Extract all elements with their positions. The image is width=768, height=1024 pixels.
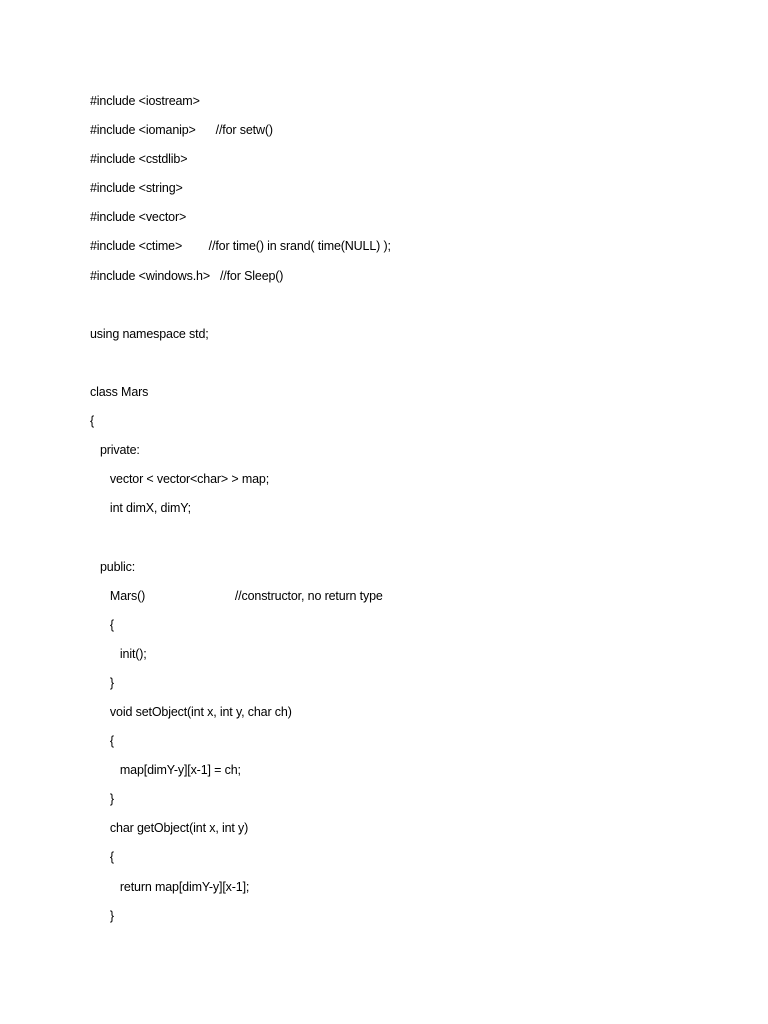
code-line: #include <ctime> //for time() in srand( time(NULL) );	[90, 239, 391, 254]
code-line: {	[90, 850, 114, 865]
code-line: private:	[90, 443, 140, 458]
code-line: #include <iostream>	[90, 94, 200, 108]
code-line: vector < vector<char> > map;	[90, 472, 270, 487]
blank-line	[90, 291, 730, 320]
code-line: {	[90, 414, 95, 429]
code-line: #include <string>	[90, 181, 183, 196]
code-line: {	[90, 734, 114, 749]
code-line: }	[90, 908, 114, 923]
blank-line	[90, 349, 730, 378]
code-line: #include <iomanip> //for setw()	[90, 123, 273, 138]
code-line: }	[90, 675, 114, 690]
code-line: map[dimY-y][x-1] = ch;	[90, 763, 241, 778]
code-line: class Mars	[90, 384, 149, 399]
code-line: return map[dimY-y][x-1];	[90, 879, 250, 894]
code-line: using namespace std;	[90, 326, 209, 341]
code-line: #include <vector>	[90, 210, 187, 225]
code-line: char getObject(int x, int y)	[90, 821, 249, 836]
code-line: public:	[90, 559, 136, 574]
code-line: #include <cstdlib>	[90, 152, 188, 167]
code-line: init();	[90, 646, 147, 661]
code-listing	[90, 87, 730, 931]
code-line: void setObject(int x, int y, char ch)	[90, 704, 292, 719]
code-line: #include <windows.h> //for Sleep()	[90, 268, 284, 283]
code-line: {	[90, 617, 114, 632]
code-line: }	[90, 792, 114, 807]
code-line: Mars() //constructor, no return type	[90, 588, 383, 603]
blank-line	[90, 523, 730, 552]
code-line: int dimX, dimY;	[90, 501, 191, 516]
